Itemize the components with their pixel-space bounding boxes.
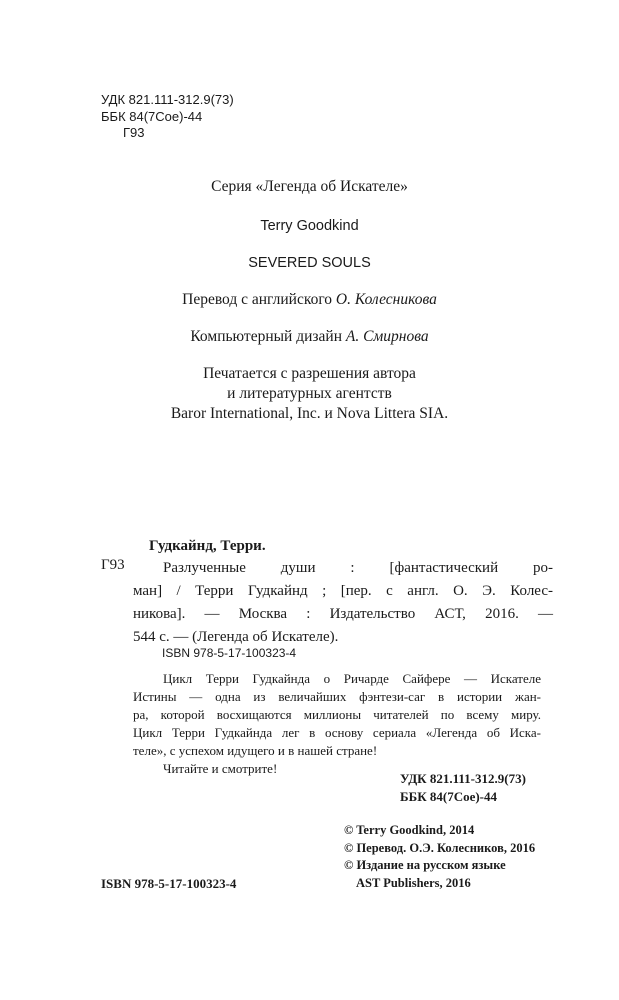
top-udk: УДК 821.111-312.9(73) [101, 92, 234, 107]
biblio-codes [400, 770, 526, 805]
biblio-author-heading: Гудкайнд, Терри. [149, 538, 266, 554]
original-author: Terry Goodkind [260, 218, 359, 234]
record-line-2: ман] / Терри Гудкайнд ; [пер. с англ. О. Э. Колес- [133, 583, 553, 599]
translation-line [0, 291, 619, 309]
biblio-isbn: ISBN 978-5-17-100323-4 [162, 646, 297, 660]
copyright-author: © Terry Goodkind, 2014 [344, 823, 475, 837]
description-line-1: Цикл Терри Гудкайнда о Ричарде Сайфере — Искателе [163, 671, 541, 686]
biblio-record [133, 557, 553, 649]
biblio-description [133, 670, 541, 778]
bottom-isbn: ISBN 978-5-17-100323-4 [101, 876, 237, 891]
copyright-block [344, 822, 535, 892]
biblio-udk: УДК 821.111-312.9(73) [400, 771, 526, 786]
translation-label: Перевод с английского [182, 291, 333, 308]
design-line [0, 328, 619, 346]
description-line-5: теле», с успехом идущего и в нашей стране! [133, 743, 378, 758]
permission-line-2: и литературных агентств [227, 385, 392, 402]
description-line-4: Цикл Терри Гудкайнда лег в основу сериала «Легенда об Иска- [133, 725, 541, 740]
biblio-bbk: ББК 84(7Сое)-44 [400, 788, 498, 804]
description-line-2: Истины — одна из величайших фэнтези-саг в истории жан- [133, 689, 541, 704]
copyright-edition: © Издание на русском языке [344, 858, 506, 872]
top-bbk: ББК 84(7Сое)-44 [101, 108, 203, 124]
design-label: Компьютерный дизайн [190, 328, 342, 345]
top-codes [101, 92, 234, 142]
description-line-3: ра, которой восхищаются миллионы читателей по всему миру. [133, 707, 541, 722]
permission-line-3: Baror International, Inc. и Nova Littera SIA. [170, 405, 449, 422]
record-line-4: 544 с. — (Легенда об Искателе). [133, 629, 339, 645]
translator-name: О. Колесникова [335, 291, 437, 308]
record-line-1: Разлученные души : [фантастический ро- [163, 560, 553, 576]
biblio-mark: Г93 [101, 557, 125, 573]
series-line: Серия «Легенда об Искателе» [211, 178, 408, 195]
record-line-3: никова]. — Москва : Издательство АСТ, 2016. — [133, 606, 553, 622]
permission-block [0, 364, 619, 424]
closing-line: Читайте и смотрите! [163, 761, 278, 776]
designer-name: А. Смирнова [345, 328, 429, 345]
original-title: SEVERED SOULS [248, 255, 371, 271]
copyright-publisher: AST Publishers, 2016 [356, 875, 471, 890]
permission-line-1: Печатается с разрешения автора [203, 365, 416, 382]
top-author-mark: Г93 [123, 125, 145, 140]
copyright-translation: © Перевод. О.Э. Колесников, 2016 [344, 840, 536, 855]
